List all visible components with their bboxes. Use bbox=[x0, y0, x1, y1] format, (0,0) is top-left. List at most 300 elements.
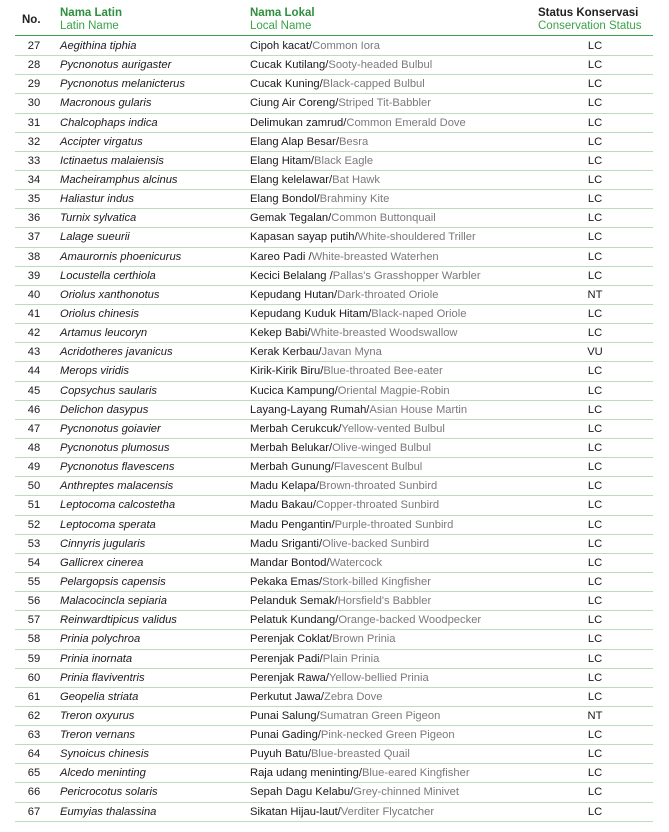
local-name: Kerak Kerbau/ bbox=[250, 346, 322, 359]
english-name: Bat Hawk bbox=[332, 173, 380, 186]
row-number: 53 bbox=[27, 537, 41, 550]
local-name: Kirik-Kirik Biru/ bbox=[250, 365, 324, 378]
conservation-status: LC bbox=[587, 499, 603, 512]
latin-name: Gallicrex cinerea bbox=[60, 556, 144, 569]
row-number: 59 bbox=[27, 652, 41, 665]
latin-name: Pericrocotus solaris bbox=[60, 786, 158, 799]
conservation-status: LC bbox=[587, 231, 603, 244]
local-name-cell bbox=[250, 97, 431, 110]
local-name-cell bbox=[250, 633, 396, 646]
table-row bbox=[15, 726, 653, 745]
local-name-cell bbox=[250, 672, 429, 685]
local-name: Pekaka Emas/ bbox=[250, 575, 323, 588]
conservation-status: LC bbox=[587, 480, 603, 493]
latin-name: Pycnonotus flavescens bbox=[60, 461, 175, 474]
latin-name: Macronous gularis bbox=[60, 97, 152, 110]
local-name-cell bbox=[250, 806, 434, 819]
table-row bbox=[15, 228, 653, 247]
latin-name: Acridotheres javanicus bbox=[60, 346, 173, 359]
row-number: 52 bbox=[27, 518, 41, 531]
conservation-status: NT bbox=[587, 709, 603, 722]
row-number: 55 bbox=[27, 575, 41, 588]
header-divider bbox=[15, 35, 653, 36]
local-name-cell bbox=[250, 346, 382, 359]
english-name: Yellow-bellied Prinia bbox=[328, 671, 429, 684]
row-number: 30 bbox=[27, 97, 41, 110]
english-name: Yellow-vented Bulbul bbox=[341, 422, 445, 435]
english-name: Sooty-headed Bulbul bbox=[328, 59, 433, 72]
row-number: 40 bbox=[27, 288, 41, 301]
latin-name: Oriolus chinesis bbox=[60, 307, 139, 320]
local-name-cell bbox=[250, 595, 431, 608]
header-status-id: Status Konservasi bbox=[538, 7, 639, 19]
english-name: White-breasted Waterhen bbox=[311, 250, 439, 263]
table-row bbox=[15, 56, 653, 75]
header-local-en: Local Name bbox=[250, 20, 312, 32]
table-row bbox=[15, 94, 653, 113]
local-name: Puyuh Batu/ bbox=[250, 748, 311, 761]
local-name-cell bbox=[250, 289, 438, 302]
latin-name: Eumyias thalassina bbox=[60, 805, 157, 818]
latin-name: Pycnonotus melanicterus bbox=[60, 78, 185, 91]
local-name-cell bbox=[250, 653, 379, 666]
table-row bbox=[15, 420, 653, 439]
conservation-status: LC bbox=[587, 154, 603, 167]
latin-name: Oriolus xanthonotus bbox=[60, 288, 160, 301]
table-row bbox=[15, 516, 653, 535]
table-body bbox=[15, 37, 653, 822]
latin-name: Ictinaetus malaiensis bbox=[60, 154, 164, 167]
table-row bbox=[15, 611, 653, 630]
row-number: 50 bbox=[27, 480, 41, 493]
row-number: 49 bbox=[27, 461, 41, 474]
conservation-status: LC bbox=[587, 97, 603, 110]
local-name: Perenjak Padi/ bbox=[250, 652, 323, 665]
conservation-status: LC bbox=[587, 614, 603, 627]
table-header bbox=[0, 0, 669, 36]
table-row bbox=[15, 803, 653, 822]
local-name-cell bbox=[250, 251, 439, 264]
local-name: Layang-Layang Rumah/ bbox=[250, 403, 370, 416]
english-name: Brown Prinia bbox=[332, 633, 396, 646]
row-number: 58 bbox=[27, 633, 41, 646]
local-name-cell bbox=[250, 308, 466, 321]
local-name: Perenjak Coklat/ bbox=[250, 633, 333, 646]
row-number: 45 bbox=[27, 384, 41, 397]
local-name-cell bbox=[250, 327, 458, 340]
local-name: Kucica Kampung/ bbox=[250, 384, 338, 397]
english-name: Common Emerald Dove bbox=[346, 116, 466, 129]
row-number: 27 bbox=[27, 40, 41, 52]
local-name: Perkutut Jawa/ bbox=[250, 690, 324, 703]
local-name-cell bbox=[250, 519, 453, 532]
row-number: 67 bbox=[27, 805, 41, 818]
table-row bbox=[15, 248, 653, 267]
local-name-cell bbox=[250, 40, 380, 53]
local-name-cell bbox=[250, 786, 459, 799]
conservation-status: LC bbox=[587, 327, 603, 340]
conservation-status: LC bbox=[587, 78, 603, 91]
local-name: Pelanduk Semak/ bbox=[250, 595, 338, 608]
conservation-status: LC bbox=[587, 556, 603, 569]
conservation-status: LC bbox=[587, 365, 603, 378]
local-name: Mandar Bontod/ bbox=[250, 556, 330, 569]
local-name-cell bbox=[250, 767, 470, 780]
row-number: 36 bbox=[27, 212, 41, 225]
english-name: Brown-throated Sunbird bbox=[319, 480, 438, 493]
conservation-status: LC bbox=[587, 748, 603, 761]
english-name: Olive-backed Sunbird bbox=[322, 537, 430, 550]
latin-name: Leptocoma calcostetha bbox=[60, 499, 176, 512]
conservation-status: LC bbox=[587, 250, 603, 263]
local-name: Merbah Belukar/ bbox=[250, 441, 333, 454]
conservation-status: LC bbox=[587, 805, 603, 818]
conservation-status: LC bbox=[587, 116, 603, 129]
local-name: Elang Hitam/ bbox=[250, 154, 315, 167]
row-number: 62 bbox=[27, 709, 41, 722]
conservation-status: LC bbox=[587, 173, 603, 186]
conservation-status: LC bbox=[587, 518, 603, 531]
latin-name: Macheiramphus alcinus bbox=[60, 173, 178, 186]
local-name: Sepah Dagu Kelabu/ bbox=[250, 786, 354, 799]
row-number: 34 bbox=[27, 173, 41, 186]
conservation-status: LC bbox=[587, 729, 603, 742]
header-local bbox=[250, 7, 315, 33]
local-name-cell bbox=[250, 461, 422, 474]
english-name: Common Iora bbox=[312, 40, 380, 52]
latin-name: Amaurornis phoenicurus bbox=[60, 250, 182, 263]
latin-name: Chalcophaps indica bbox=[60, 116, 158, 129]
row-number: 44 bbox=[27, 365, 41, 378]
local-name: Elang kelelawar/ bbox=[250, 173, 333, 186]
local-name: Merbah Gunung/ bbox=[250, 461, 334, 474]
table-row bbox=[15, 209, 653, 228]
local-name: Elang Alap Besar/ bbox=[250, 135, 339, 148]
conservation-status: LC bbox=[587, 269, 603, 282]
local-name: Merbah Cerukcuk/ bbox=[250, 422, 342, 435]
row-number: 35 bbox=[27, 193, 41, 206]
english-name: White-breasted Woodswallow bbox=[310, 327, 458, 340]
latin-name: Pelargopsis capensis bbox=[60, 575, 166, 588]
english-name: Pink-necked Green Pigeon bbox=[320, 729, 455, 742]
local-name: Madu Kelapa/ bbox=[250, 480, 320, 493]
latin-name: Leptocoma sperata bbox=[60, 518, 156, 531]
local-name: Punai Salung/ bbox=[250, 709, 320, 722]
latin-name: Copsychus saularis bbox=[60, 384, 158, 397]
local-name-cell bbox=[250, 729, 455, 742]
table-row bbox=[15, 362, 653, 381]
local-name: Delimukan zamrud/ bbox=[250, 116, 347, 129]
table-row bbox=[15, 37, 653, 56]
local-name-cell bbox=[250, 365, 443, 378]
table-row bbox=[15, 75, 653, 94]
conservation-status: LC bbox=[587, 767, 603, 780]
local-name: Madu Pengantin/ bbox=[250, 518, 335, 531]
latin-name: Cinnyris jugularis bbox=[60, 537, 146, 550]
conservation-status: LC bbox=[587, 193, 603, 206]
row-number: 65 bbox=[27, 767, 41, 780]
conservation-status: NT bbox=[587, 288, 603, 301]
english-name: Orange-backed Woodpecker bbox=[338, 614, 482, 627]
row-number: 48 bbox=[27, 441, 41, 454]
table-row bbox=[15, 535, 653, 554]
conservation-status: LC bbox=[587, 595, 603, 608]
local-name-cell bbox=[250, 614, 481, 627]
english-name: Javan Myna bbox=[321, 346, 382, 359]
row-number: 38 bbox=[27, 250, 41, 263]
table-row bbox=[15, 592, 653, 611]
row-number: 28 bbox=[27, 59, 41, 72]
latin-name: Alcedo meninting bbox=[60, 767, 146, 780]
table-row bbox=[15, 707, 653, 726]
local-name-cell bbox=[250, 442, 431, 455]
latin-name: Pycnonotus aurigaster bbox=[60, 59, 172, 72]
table-row bbox=[15, 669, 653, 688]
conservation-status: LC bbox=[587, 59, 603, 72]
local-name-cell bbox=[250, 748, 410, 761]
table-row bbox=[15, 439, 653, 458]
latin-name: Pycnonotus plumosus bbox=[60, 441, 170, 454]
local-name-cell bbox=[250, 193, 389, 206]
local-name: Raja udang meninting/ bbox=[250, 767, 362, 780]
row-number: 64 bbox=[27, 748, 41, 761]
latin-name: Turnix sylvatica bbox=[60, 212, 137, 225]
local-name: Kekep Babi/ bbox=[250, 327, 311, 340]
local-name-cell bbox=[250, 499, 439, 512]
english-name: Asian House Martin bbox=[369, 403, 468, 416]
latin-name: Geopelia striata bbox=[60, 690, 139, 703]
local-name-cell bbox=[250, 538, 429, 551]
english-name: Pallas's Grasshopper Warbler bbox=[332, 269, 481, 282]
conservation-status: LC bbox=[587, 135, 603, 148]
english-name: Horsfield's Babbler bbox=[337, 595, 432, 608]
table-row bbox=[15, 401, 653, 420]
local-name-cell bbox=[250, 174, 380, 187]
table-row bbox=[15, 745, 653, 764]
row-number: 42 bbox=[27, 327, 41, 340]
english-name: Verditer Flycatcher bbox=[340, 805, 435, 818]
english-name: Blue-throated Bee-eater bbox=[323, 365, 443, 378]
local-name-cell bbox=[250, 480, 437, 493]
local-name-cell bbox=[250, 423, 445, 436]
table-row bbox=[15, 267, 653, 286]
local-name: Kecici Belalang / bbox=[250, 269, 333, 282]
local-name: Perenjak Rawa/ bbox=[250, 671, 329, 684]
latin-name: Malacocincla sepiaria bbox=[60, 595, 167, 608]
table-row bbox=[15, 382, 653, 401]
table-row bbox=[15, 688, 653, 707]
row-number: 63 bbox=[27, 729, 41, 742]
local-name-cell bbox=[250, 231, 476, 244]
english-name: Olive-winged Bulbul bbox=[332, 441, 431, 454]
conservation-status: LC bbox=[587, 307, 603, 320]
local-name: Gemak Tegalan/ bbox=[250, 212, 332, 225]
english-name: Black-naped Oriole bbox=[371, 307, 467, 320]
local-name: Kapasan sayap putih/ bbox=[250, 231, 358, 244]
row-number: 60 bbox=[27, 671, 41, 684]
conservation-status: LC bbox=[587, 690, 603, 703]
row-number: 57 bbox=[27, 614, 41, 627]
table-row bbox=[15, 324, 653, 343]
latin-name: Prinia inornata bbox=[60, 652, 133, 665]
latin-name: Reinwardtipicus validus bbox=[60, 614, 177, 627]
table-row bbox=[15, 764, 653, 783]
conservation-status: LC bbox=[587, 786, 603, 799]
local-name: Cucak Kuning/ bbox=[250, 78, 323, 91]
local-name: Kepudang Hutan/ bbox=[250, 288, 338, 301]
english-name: Common Buttonquail bbox=[331, 212, 436, 225]
local-name: Madu Bakau/ bbox=[250, 499, 316, 512]
latin-name: Artamus leucoryn bbox=[60, 327, 148, 340]
table-row bbox=[15, 573, 653, 592]
conservation-status: LC bbox=[587, 212, 603, 225]
row-number: 39 bbox=[27, 269, 41, 282]
row-number: 47 bbox=[27, 422, 41, 435]
local-name: Madu Sriganti/ bbox=[250, 537, 323, 550]
conservation-status: LC bbox=[587, 652, 603, 665]
english-name: Copper-throated Sunbird bbox=[315, 499, 440, 512]
table-row bbox=[15, 477, 653, 496]
conservation-status: LC bbox=[587, 575, 603, 588]
row-number: 32 bbox=[27, 135, 41, 148]
local-name-cell bbox=[250, 117, 466, 130]
local-name-cell bbox=[250, 155, 373, 168]
latin-name: Delichon dasypus bbox=[60, 403, 149, 416]
english-name: Grey-chinned Minivet bbox=[353, 786, 459, 799]
local-name: Elang Bondol/ bbox=[250, 193, 320, 206]
header-status bbox=[538, 7, 642, 33]
local-name: Kepudang Kuduk Hitam/ bbox=[250, 307, 372, 320]
conservation-status: VU bbox=[587, 346, 603, 359]
latin-name: Synoicus chinesis bbox=[60, 748, 149, 761]
latin-name: Prinia polychroa bbox=[60, 633, 141, 646]
header-latin bbox=[60, 7, 122, 33]
header-latin-en: Latin Name bbox=[60, 20, 119, 32]
latin-name: Accipter virgatus bbox=[60, 135, 143, 148]
latin-name: Aegithina tiphia bbox=[60, 40, 137, 52]
latin-name: Treron oxyurus bbox=[60, 709, 135, 722]
conservation-status: LC bbox=[587, 40, 603, 52]
conservation-status: LC bbox=[587, 384, 603, 397]
row-number: 46 bbox=[27, 403, 41, 416]
table-row bbox=[15, 554, 653, 573]
local-name-cell bbox=[250, 270, 481, 283]
table-row bbox=[15, 114, 653, 133]
english-name: Purple-throated Sunbird bbox=[334, 518, 454, 531]
conservation-status: LC bbox=[587, 403, 603, 416]
row-number: 41 bbox=[27, 307, 41, 320]
english-name: Plain Prinia bbox=[322, 652, 380, 665]
table-row bbox=[15, 171, 653, 190]
local-name-cell bbox=[250, 59, 432, 72]
conservation-status: LC bbox=[587, 441, 603, 454]
table-row bbox=[15, 343, 653, 362]
latin-name: Anthreptes malacensis bbox=[60, 480, 174, 493]
conservation-status: LC bbox=[587, 422, 603, 435]
table-row bbox=[15, 152, 653, 171]
table-row bbox=[15, 305, 653, 324]
english-name: Blue-breasted Quail bbox=[310, 748, 410, 761]
local-name-cell bbox=[250, 78, 425, 91]
english-name: Besra bbox=[338, 135, 369, 148]
english-name: Zebra Dove bbox=[324, 690, 383, 703]
local-name-cell bbox=[250, 710, 440, 723]
latin-name: Treron vernans bbox=[60, 729, 136, 742]
local-name: Sikatan Hijau-laut/ bbox=[250, 805, 341, 818]
english-name: Flavescent Bulbul bbox=[333, 461, 423, 474]
header-local-id: Nama Lokal bbox=[250, 7, 315, 19]
row-number: 56 bbox=[27, 595, 41, 608]
latin-name: Pycnonotus goiavier bbox=[60, 422, 161, 435]
english-name: Black Eagle bbox=[314, 154, 374, 167]
english-name: Blue-eared Kingfisher bbox=[361, 767, 470, 780]
local-name: Ciung Air Coreng/ bbox=[250, 97, 339, 110]
english-name: Brahminy Kite bbox=[319, 193, 390, 206]
local-name-cell bbox=[250, 404, 467, 417]
local-name-cell bbox=[250, 557, 382, 570]
row-number: 31 bbox=[27, 116, 41, 129]
table-row bbox=[15, 286, 653, 305]
table-row bbox=[15, 190, 653, 209]
local-name: Pelatuk Kundang/ bbox=[250, 614, 339, 627]
local-name-cell bbox=[250, 691, 382, 704]
english-name: Stork-billed Kingfisher bbox=[322, 575, 431, 588]
latin-name: Merops viridis bbox=[60, 365, 130, 378]
local-name: Punai Gading/ bbox=[250, 729, 321, 742]
row-number: 66 bbox=[27, 786, 41, 799]
table-row bbox=[15, 496, 653, 515]
header-no: No. bbox=[22, 14, 41, 26]
header-latin-id: Nama Latin bbox=[60, 7, 122, 19]
table-row bbox=[15, 783, 653, 802]
english-name: Striped Tit-Babbler bbox=[338, 97, 431, 110]
local-name-cell bbox=[250, 576, 431, 589]
latin-name: Lalage sueurii bbox=[60, 231, 130, 244]
table-row bbox=[15, 650, 653, 669]
latin-name: Prinia flaviventris bbox=[60, 671, 145, 684]
table-row bbox=[15, 133, 653, 152]
table-row bbox=[15, 630, 653, 649]
latin-name: Haliastur indus bbox=[60, 193, 134, 206]
conservation-status: LC bbox=[587, 633, 603, 646]
local-name-cell bbox=[250, 212, 436, 225]
english-name: Sumatran Green Pigeon bbox=[319, 709, 441, 722]
local-name: Kareo Padi / bbox=[250, 250, 312, 263]
conservation-status: LC bbox=[587, 537, 603, 550]
english-name: Dark-throated Oriole bbox=[337, 288, 439, 301]
english-name: White-shouldered Triller bbox=[357, 231, 476, 244]
latin-name: Locustella certhiola bbox=[60, 269, 156, 282]
row-number: 33 bbox=[27, 154, 41, 167]
row-number: 29 bbox=[27, 78, 41, 91]
english-name: Oriental Magpie-Robin bbox=[337, 384, 450, 397]
english-name: Black-capped Bulbul bbox=[322, 78, 425, 91]
local-name-cell bbox=[250, 385, 450, 398]
conservation-status: LC bbox=[587, 461, 603, 474]
row-number: 37 bbox=[27, 231, 41, 244]
local-name: Cucak Kutilang/ bbox=[250, 59, 329, 72]
row-number: 54 bbox=[27, 556, 41, 569]
header-status-en: Conservation Status bbox=[538, 20, 642, 32]
conservation-status: LC bbox=[587, 671, 603, 684]
table-row bbox=[15, 458, 653, 477]
row-number: 43 bbox=[27, 346, 41, 359]
local-name: Cipoh kacat/ bbox=[250, 40, 313, 52]
local-name-cell bbox=[250, 136, 368, 149]
row-number: 51 bbox=[27, 499, 41, 512]
row-number: 61 bbox=[27, 690, 41, 703]
english-name: Watercock bbox=[329, 556, 383, 569]
